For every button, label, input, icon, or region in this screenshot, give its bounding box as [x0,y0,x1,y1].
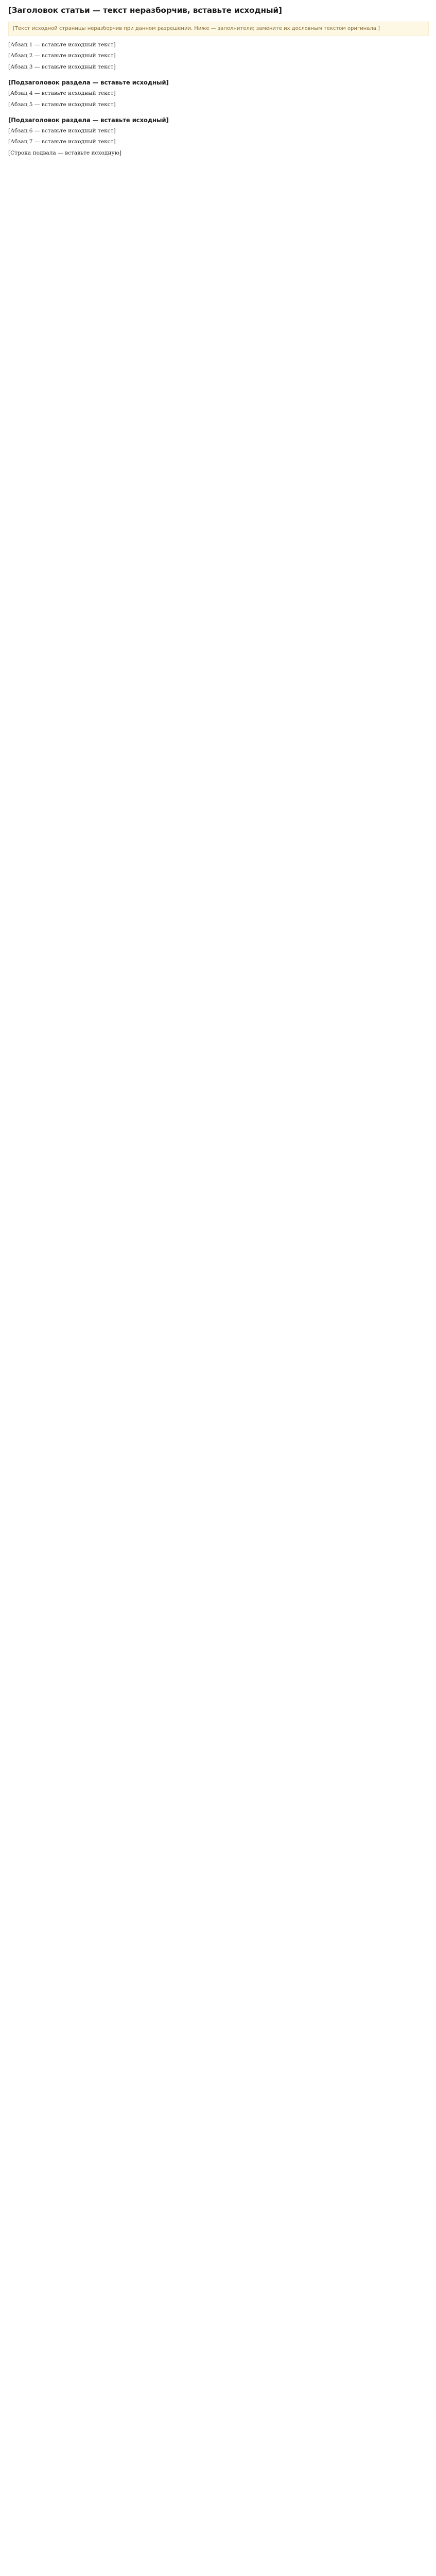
article-title: [Заголовок статьи — текст неразборчив, вставьте исходный] [8,6,282,15]
article-paragraph: [Абзац 7 — вставьте исходный текст] [8,139,116,145]
article-paragraph: [Абзац 4 — вставьте исходный текст] [8,90,116,97]
article-paragraph: [Абзац 3 — вставьте исходный текст] [8,63,116,70]
footer-line: [Строка подвала — вставьте исходную] [8,149,122,156]
article-paragraph: [Абзац 1 — вставьте исходный текст] [8,42,116,48]
article-body [8,41,429,146]
article-footer [8,149,429,157]
article-paragraph: [Абзац 2 — вставьте исходный текст] [8,53,116,59]
section-heading: [Подзаголовок раздела — вставьте исходный] [8,79,169,87]
article-paragraph: [Абзац 6 — вставьте исходный текст] [8,128,116,134]
article-paragraph: [Абзац 5 — вставьте исходный текст] [8,101,116,108]
placeholder-note: [Текст исходной страницы неразборчив при данном разрешении. Ниже — заполнители; замените их дословным текстом оригинала.] [8,22,429,36]
section-heading: [Подзаголовок раздела — вставьте исходный] [8,116,169,124]
